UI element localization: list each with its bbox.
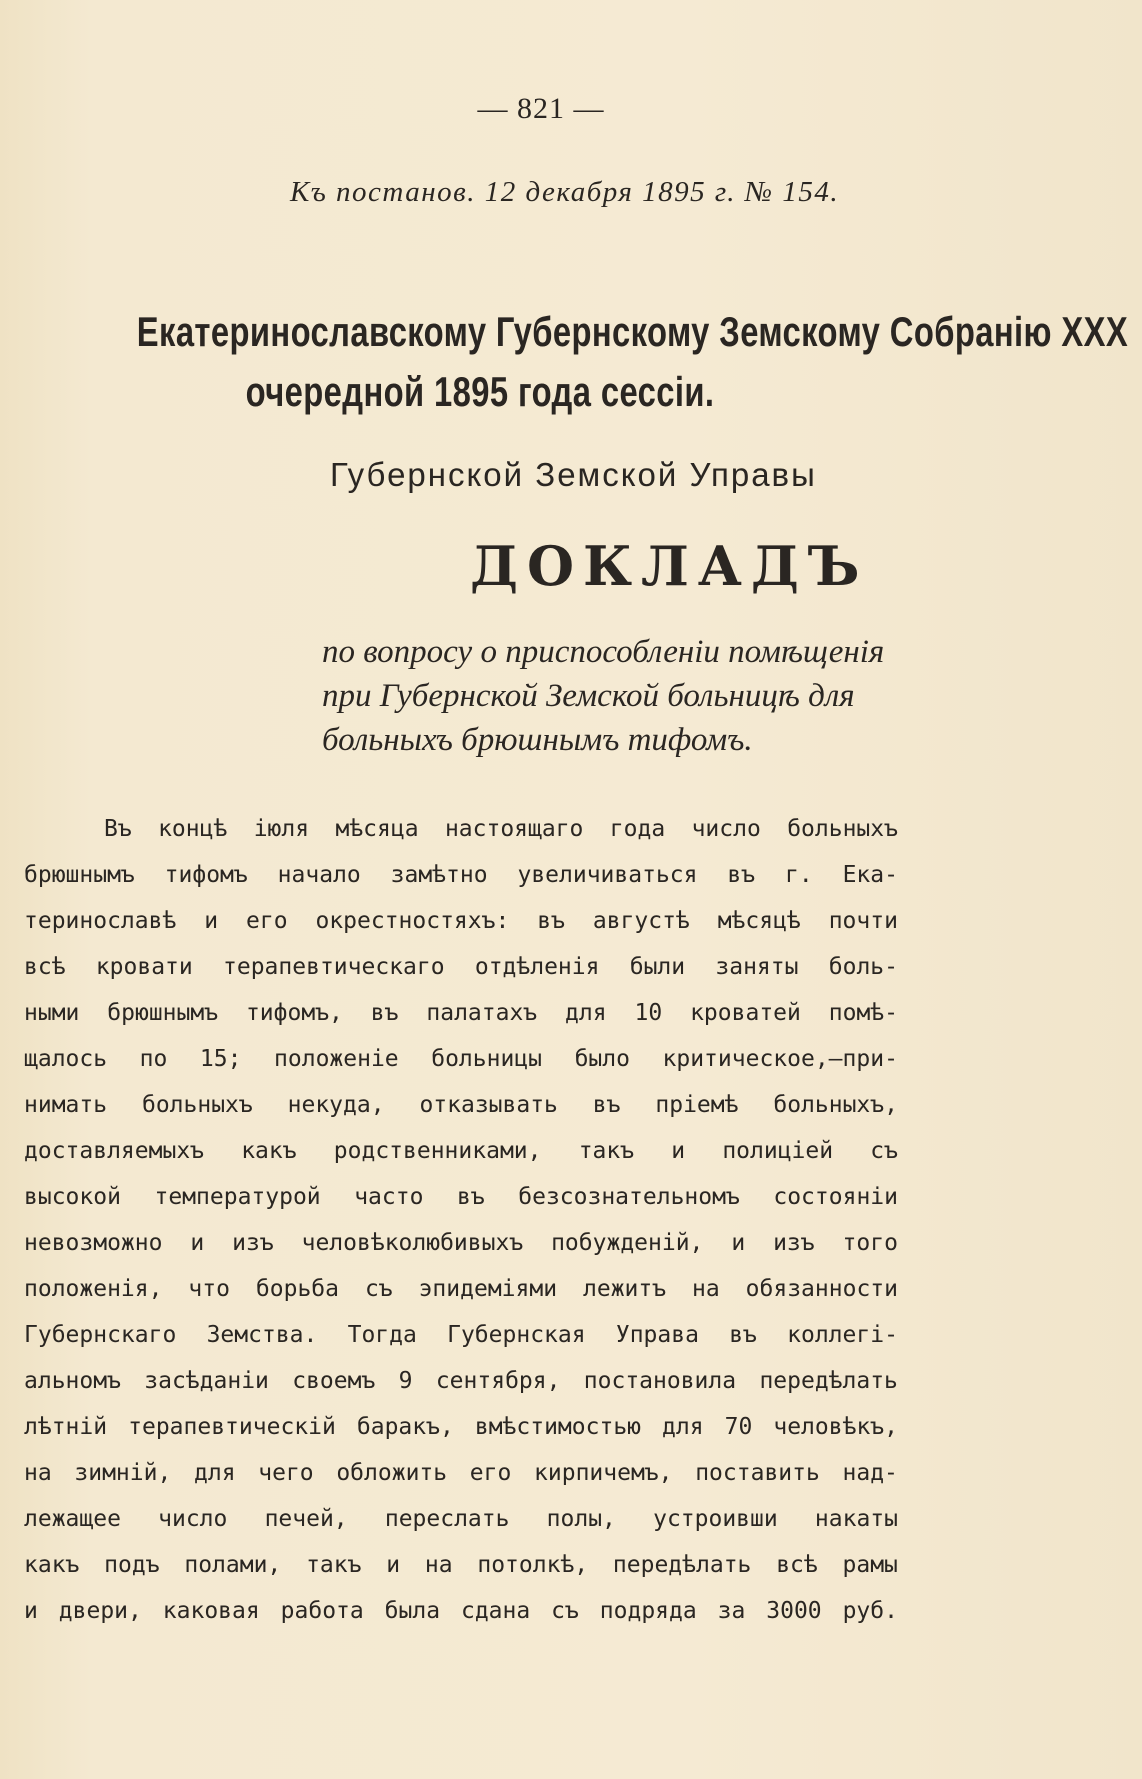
body-word: лѣтній xyxy=(24,1414,108,1440)
body-word: на xyxy=(424,1552,453,1578)
body-word: больныхъ, xyxy=(773,1092,898,1118)
body-word: пріемѣ xyxy=(655,1092,739,1118)
subject-line-1: по вопросу о приспособленіи помѣщенія xyxy=(322,634,885,670)
body-word: въ xyxy=(729,1322,757,1348)
body-word: 10 xyxy=(634,1000,663,1026)
body-word: лежащее xyxy=(24,1506,121,1532)
body-word: критическое,—при- xyxy=(662,1046,898,1072)
addressee-line-2: очередной 1895 года сессіи. xyxy=(245,368,715,415)
body-word: отказывать xyxy=(419,1092,558,1118)
body-word: невозможно xyxy=(24,1230,163,1256)
body-word: терапевтическій xyxy=(128,1414,336,1440)
body-word: больныхъ xyxy=(787,816,898,842)
body-word: коллегі- xyxy=(787,1322,898,1348)
body-word: того xyxy=(842,1230,898,1256)
body-word: нимать xyxy=(24,1092,108,1118)
body-word: передѣлать xyxy=(759,1368,898,1394)
subject-line-3: больныхъ брюшнымъ тифомъ. xyxy=(322,722,753,758)
body-word: и xyxy=(190,1230,205,1256)
body-word: печей, xyxy=(264,1506,348,1532)
body-word: чего xyxy=(258,1460,314,1486)
body-word: кроватей xyxy=(690,1000,801,1026)
body-word: начало xyxy=(277,862,361,888)
body-word: обложить xyxy=(336,1460,448,1486)
body-word: больницы xyxy=(431,1046,542,1072)
addressee-line-1: Екатеринославскому Губернскому Земскому Собранію XXX xyxy=(136,308,1129,355)
body-line xyxy=(24,1174,898,1220)
body-word: брюшнымъ xyxy=(107,1000,219,1026)
body-line xyxy=(24,1220,898,1266)
body-word: тифомъ, xyxy=(245,1000,343,1026)
body-word: 70 xyxy=(724,1414,753,1440)
body-word: на xyxy=(24,1460,52,1486)
authority-heading: Губернской Земской Управы xyxy=(330,456,817,493)
body-word: эпидеміями xyxy=(418,1276,558,1302)
body-word: какъ xyxy=(241,1138,297,1164)
body-word: помѣ- xyxy=(828,1000,898,1026)
page-number: — 821 — xyxy=(477,92,605,125)
body-line xyxy=(24,1128,898,1174)
body-word: и xyxy=(731,1230,746,1256)
body-word: терапевтическаго xyxy=(223,954,445,980)
body-word: Управа xyxy=(615,1322,699,1348)
body-word: что xyxy=(188,1276,230,1302)
body-word: зимній, xyxy=(74,1460,172,1486)
body-word: температурой xyxy=(154,1184,321,1210)
body-word: человѣколюбивыхъ xyxy=(301,1230,524,1256)
body-word: потолкѣ, xyxy=(477,1552,589,1578)
body-word: сентября, xyxy=(435,1368,561,1394)
body-word: всѣ xyxy=(24,954,66,980)
body-word: августѣ xyxy=(592,908,690,934)
body-word: увеличиваться xyxy=(517,862,698,888)
body-word: такъ xyxy=(578,1138,635,1164)
body-word: сдана xyxy=(460,1598,531,1624)
body-word: человѣкъ, xyxy=(773,1414,898,1440)
body-word: для xyxy=(565,1000,607,1026)
body-word: своемъ xyxy=(292,1368,376,1394)
body-word: въ xyxy=(727,862,756,888)
body-word: въ xyxy=(370,1000,399,1026)
body-word: Въ xyxy=(104,816,132,842)
body-word: полы, xyxy=(546,1506,616,1532)
body-line xyxy=(24,806,898,852)
body-word: для xyxy=(662,1414,704,1440)
body-word: полиціей xyxy=(722,1138,834,1164)
body-line xyxy=(24,1450,898,1496)
body-word: были xyxy=(629,954,686,980)
body-word: число xyxy=(691,816,761,842)
body-word: боль- xyxy=(828,954,898,980)
body-word: и xyxy=(24,1598,38,1624)
body-word: была xyxy=(384,1598,441,1624)
body-word: передѣлать xyxy=(612,1552,752,1578)
body-word: въ xyxy=(537,908,565,934)
body-word: было xyxy=(574,1046,630,1072)
body-word: полами, xyxy=(184,1552,282,1578)
body-paragraph xyxy=(24,806,898,1634)
body-word: его xyxy=(246,908,288,934)
body-word: и xyxy=(671,1138,686,1164)
subject-heading xyxy=(322,630,884,762)
body-word: побужденій, xyxy=(551,1230,704,1256)
body-word: кирпичемъ, xyxy=(534,1460,673,1486)
body-word: доставляемыхъ xyxy=(24,1138,205,1164)
body-word: работа xyxy=(280,1598,364,1624)
body-word: часто xyxy=(354,1184,424,1210)
body-word: положеніе xyxy=(274,1046,399,1072)
body-word: изъ xyxy=(773,1230,815,1256)
body-word: некуда, xyxy=(287,1092,385,1118)
body-word: окрестностяхъ: xyxy=(315,908,510,934)
body-word: Губернскаго xyxy=(24,1322,177,1348)
body-word: постановила xyxy=(583,1368,737,1394)
body-word: Губернская xyxy=(447,1322,586,1348)
body-word: и xyxy=(204,908,219,934)
body-word: настоящаго xyxy=(444,816,584,842)
body-word: замѣтно xyxy=(390,862,488,888)
body-line xyxy=(24,898,898,944)
body-line xyxy=(24,1404,898,1450)
document-title: ДОКЛАДЪ xyxy=(470,534,869,598)
body-line xyxy=(24,1266,898,1312)
body-word: теринославѣ xyxy=(24,908,177,934)
body-word: рамы xyxy=(842,1552,898,1578)
body-word: 9 xyxy=(398,1368,413,1394)
body-line xyxy=(24,852,898,898)
body-word: безсознательномъ xyxy=(518,1184,740,1210)
resolution-reference: Къ постанов. 12 декабря 1895 г. № 154. xyxy=(290,176,840,208)
body-word: Земства. xyxy=(206,1322,318,1348)
body-word: въ xyxy=(457,1184,485,1210)
body-word: устроивши xyxy=(653,1506,778,1532)
body-word: брюшнымъ xyxy=(24,862,135,888)
body-word: по xyxy=(139,1046,168,1072)
body-word: съ xyxy=(551,1598,579,1624)
body-word: засѣданіи xyxy=(144,1368,269,1394)
body-word: и xyxy=(386,1552,401,1578)
body-word: мѣсяца xyxy=(335,816,419,842)
body-word: число xyxy=(158,1506,228,1532)
body-word: ными xyxy=(24,1000,80,1026)
body-word: подъ xyxy=(104,1552,160,1578)
body-word: іюля xyxy=(253,816,310,842)
body-word: положенія, xyxy=(24,1276,163,1302)
body-word: двери, xyxy=(58,1598,142,1624)
subject-line-2: при Губернской Земской больницѣ для xyxy=(322,678,855,714)
body-line xyxy=(24,1588,898,1634)
body-word: какъ xyxy=(24,1552,80,1578)
body-word: для xyxy=(194,1460,236,1486)
body-word: подряда xyxy=(599,1598,697,1624)
body-word: накаты xyxy=(814,1506,898,1532)
body-word: въ xyxy=(592,1092,621,1118)
body-word: 3000 xyxy=(766,1598,822,1624)
body-line xyxy=(24,1496,898,1542)
body-word: баракъ, xyxy=(356,1414,454,1440)
body-word: родственниками, xyxy=(333,1138,542,1164)
body-word: съ xyxy=(870,1138,898,1164)
body-word: заняты xyxy=(715,954,799,980)
body-word: поставить xyxy=(695,1460,820,1486)
body-line xyxy=(24,1358,898,1404)
body-word: каковая xyxy=(162,1598,260,1624)
body-word: изъ xyxy=(232,1230,274,1256)
body-line xyxy=(24,944,898,990)
body-word: тифомъ xyxy=(164,862,248,888)
body-word: такъ xyxy=(306,1552,362,1578)
addressee-heading xyxy=(136,302,1129,422)
body-word: больныхъ xyxy=(141,1092,253,1118)
body-word: палатахъ xyxy=(426,1000,538,1026)
body-word: за xyxy=(717,1598,746,1624)
body-word: переслать xyxy=(384,1506,510,1532)
body-word: кровати xyxy=(95,954,193,980)
body-word: на xyxy=(692,1276,720,1302)
body-word: всѣ xyxy=(776,1552,818,1578)
body-word: съ xyxy=(364,1276,393,1302)
body-line xyxy=(24,1082,898,1128)
body-word: года xyxy=(609,816,666,842)
body-word: щалось xyxy=(24,1046,108,1072)
body-word: лежитъ xyxy=(583,1276,667,1302)
body-word: мѣсяцѣ xyxy=(717,908,801,934)
body-word: концѣ xyxy=(158,816,228,842)
body-line xyxy=(24,1312,898,1358)
body-line xyxy=(24,1542,898,1588)
body-word: отдѣленія xyxy=(474,954,600,980)
body-line xyxy=(24,990,898,1036)
body-word: его xyxy=(469,1460,512,1486)
body-word: альномъ xyxy=(24,1368,121,1394)
body-word: Тогда xyxy=(347,1322,417,1348)
body-word: борьба xyxy=(255,1276,339,1302)
body-word: обязанности xyxy=(745,1276,898,1302)
body-word: состояніи xyxy=(773,1184,898,1210)
body-word: Ека- xyxy=(842,862,898,888)
body-word: почти xyxy=(828,908,898,934)
body-word: высокой xyxy=(24,1184,121,1210)
body-word: 15; xyxy=(199,1046,242,1072)
body-word: над- xyxy=(842,1460,898,1486)
body-line xyxy=(24,1036,898,1082)
body-word: руб. xyxy=(842,1598,898,1624)
body-word: г. xyxy=(784,862,813,888)
body-word: вмѣстимостью xyxy=(474,1414,642,1440)
